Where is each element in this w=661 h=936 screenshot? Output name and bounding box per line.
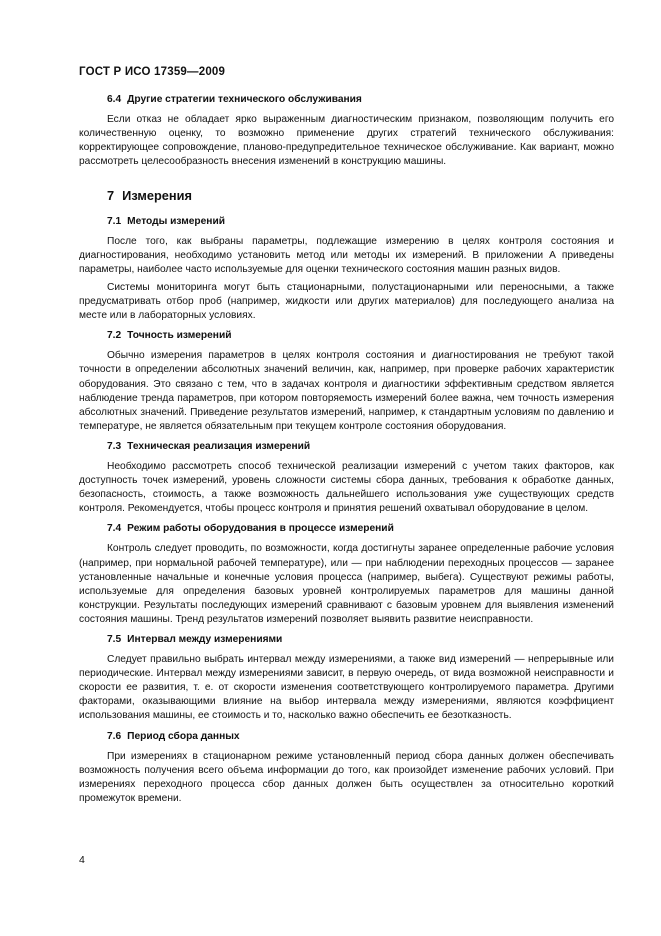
section-6-4 [79, 93, 614, 169]
chapter-heading [107, 189, 614, 203]
paragraph: Контроль следует проводить, по возможности, когда достигнуты заранее определенные рабочие условия (например, при нормальной рабочей температуре), или — при наблюдении переходных процессов — заранее установленные начальные и конечные условия процесса (например, выбега). Существуют режимы работы, используемые для определения базовых уровней контролируемых параметров для машины данной конструкции. Результаты последующих измерений сравнивают с базовым уровнем для выявления изменений состояния машины. Тренд результатов измерений позволяет выявить развитие неисправности. [79, 543, 614, 625]
section-title: Режим работы оборудования в процессе измерений [127, 523, 394, 535]
section-number: 6.4 [107, 94, 122, 105]
paragraph: Системы мониторинга могут быть стационарными, полустационарными или переносными, а также предусматривать отбор проб (например, жидкости или других материалов) для последующего анализа на месте или в лабораторных условиях. [79, 281, 614, 322]
section-number: 7.2 [107, 330, 122, 342]
section-7-3 [79, 440, 614, 516]
section-7-4 [79, 522, 614, 627]
section-heading [107, 633, 614, 647]
section-title: Другие стратегии технического обслуживания [127, 94, 362, 105]
document-header: ГОСТ Р ИСО 17359—2009 [79, 66, 226, 78]
section-title: Методы измерений [127, 215, 225, 227]
document-body [79, 93, 614, 812]
paragraph: Если отказ не обладает ярко выраженным диагностическим признаком, позволяющим получить его количественную оценку, то возможно применение других стратегий технического обслуживания: корректирующее сопровождение, планово-предупредительное техническое обслуживание. Как вариант, можно рассмотреть целесообразность внесения изменений в конструкцию машины. [79, 114, 614, 168]
paragraph: Необходимо рассмотреть способ технической реализации измерений с учетом таких факторов, как доступность точек измерений, уровень сложности системы сбора данных, требования к обработке данных, безопасность, стоимость, а также возможность дальнейшего использования уже существующих средств контроля. Рекомендуется, чтобы процесс контроля и принятия решений охватывал оборудование в целом. [79, 460, 614, 515]
chapter-title: Измерения [122, 188, 192, 204]
paragraph: При измерениях в стационарном режиме установленный период сбора данных должен обеспечивать возможность получения всего объема информации до того, как произойдет изменение рабочих условий. При измерениях переходного процесса сбор данных должен быть осуществлен за относительно короткий промежуток времени. [79, 750, 614, 804]
section-title: Интервал между измерениями [127, 634, 283, 645]
section-title: Техническая реализация измерений [127, 440, 311, 452]
section-heading [107, 522, 614, 536]
section-number: 7.1 [107, 215, 122, 227]
section-heading [107, 215, 614, 229]
section-number: 7.5 [107, 634, 122, 645]
chapter-number: 7 [107, 188, 115, 204]
section-heading [107, 93, 614, 107]
section-title: Период сбора данных [127, 730, 240, 742]
section-number: 7.4 [107, 523, 122, 535]
section-number: 7.6 [107, 730, 122, 742]
section-heading [107, 440, 614, 454]
paragraph: После того, как выбраны параметры, подлежащие измерению в целях контроля состояния и диагностирования, необходимо установить метод или методы их измерений. В приложении А приведены параметры, наиболее часто используемые для оценки технического состояния машин разных видов. [79, 235, 614, 275]
section-7-6 [79, 730, 614, 806]
section-7-2 [79, 329, 614, 434]
section-heading [107, 329, 614, 343]
section-title: Точность измерений [127, 330, 232, 342]
section-7-1 [79, 215, 614, 324]
paragraph: Следует правильно выбрать интервал между измерениями, а также вид измерений — непрерывные или периодические. Интервал между измерениями зависит, в первую очередь, от вида возможной неисправности и скорости ее развития, т. е. от скорости изменения соответствующего контролируемого параметра. Другими факторами, оказывающими влияние на выбор интервала между измерениями, являются коэффициент использования машины, ее стоимость и то, насколько важно обеспечить ее безотказность. [79, 654, 614, 722]
section-7-5 [79, 633, 614, 724]
paragraph: Обычно измерения параметров в целях контроля состояния и диагностирования не требуют такой точности в определении абсолютных значений величин, как, например, при проверке рабочих характеристик оборудования. Это связано с тем, что в задачах контроля и диагностики эффективным средством является наблюдение тренда параметров, при котором повторяемость измерений более важна, чем точность измерения абсолютных значений. Приведение результатов измерений, например, к стандартным условиям по давлению и температуре, не является обязательным при текущем контроле состояния оборудования. [79, 350, 614, 432]
section-number: 7.3 [107, 440, 122, 452]
section-heading [107, 730, 614, 744]
page-number: 4 [79, 854, 85, 866]
